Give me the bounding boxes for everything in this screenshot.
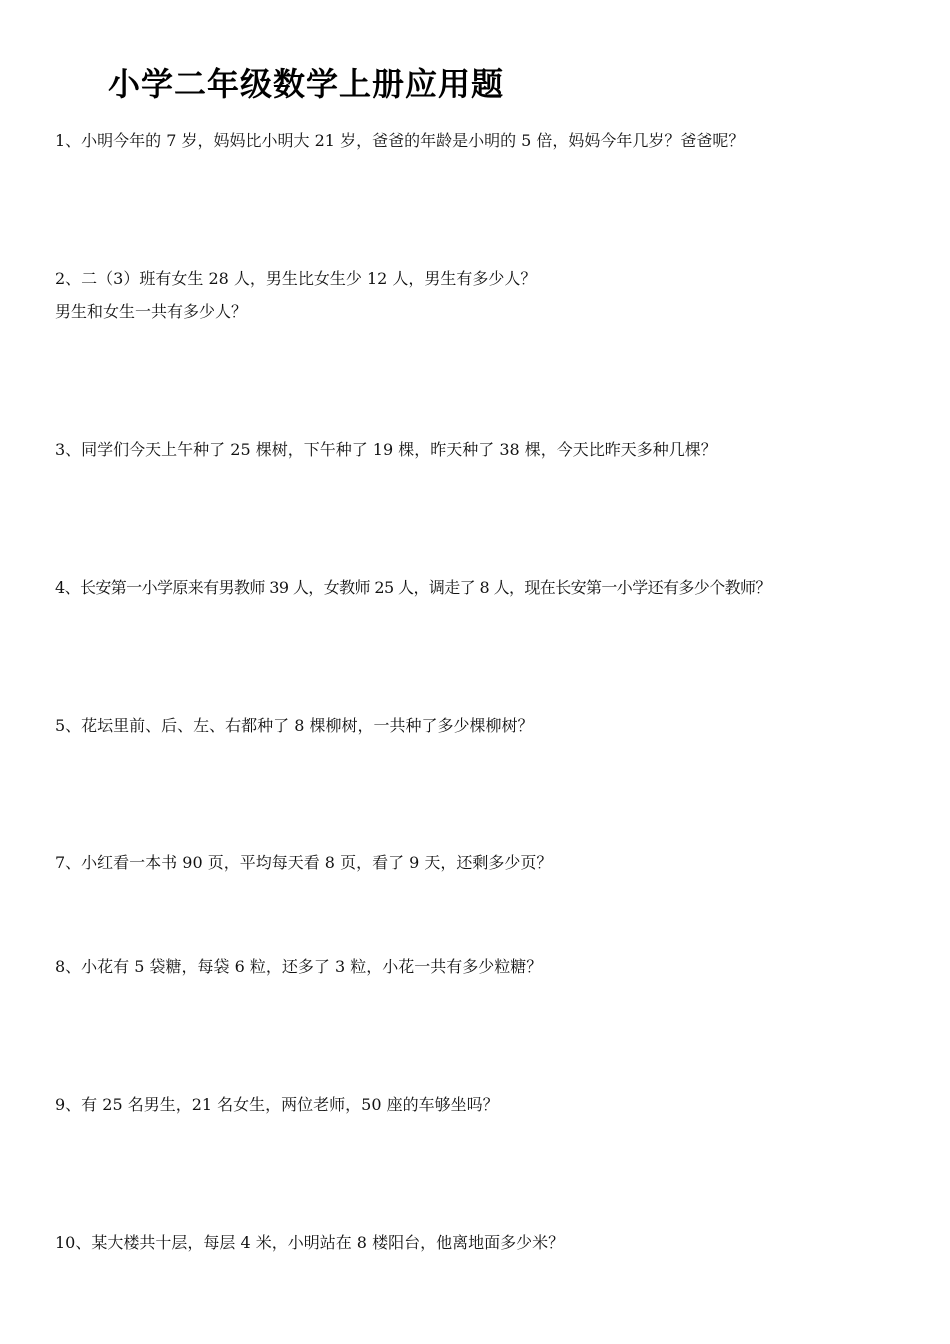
question-4 (55, 571, 771, 604)
question-8-text: 8、小花有 5 袋糖，每袋 6 粒，还多了 3 粒，小花一共有多少粒糖？ (55, 957, 543, 976)
question-3 (55, 433, 717, 466)
worksheet-title: 小学二年级数学上册应用题 (108, 65, 505, 103)
question-7 (55, 846, 552, 879)
question-3-text: 3、同学们今天上午种了 25 棵树，下午种了 19 棵，昨天种了 38 棵，今天比昨天多种几棵？ (55, 440, 717, 459)
question-4-text: 4、长安第一小学原来有男教师 39 人，女教师 25 人，调走了 8 人，现在长安第一小学还有多少个教师？ (55, 578, 771, 597)
question-1-text: 1、小明今年的 7 岁，妈妈比小明大 21 岁，爸爸的年龄是小明的 5 倍，妈妈今年几岁？爸爸呢？ (55, 131, 745, 150)
question-2 (55, 262, 536, 328)
question-9-text: 9、有 25 名男生，21 名女生，两位老师，50 座的车够坐吗？ (55, 1095, 499, 1114)
question-10-text: 10、某大楼共十层，每层 4 米，小明站在 8 楼阳台，他离地面多少米？ (55, 1233, 565, 1252)
question-8 (55, 950, 542, 983)
question-5 (55, 709, 534, 742)
question-2-text-line-2: 男生和女生一共有多少人？ (55, 302, 248, 321)
question-7-text: 7、小红看一本书 90 页，平均每天看 8 页，看了 9 天，还剩多少页？ (55, 853, 553, 872)
question-10 (55, 1226, 564, 1259)
question-9 (55, 1088, 499, 1121)
question-2-text-line-1: 2、二（3）班有女生 28 人，男生比女生少 12 人，男生有多少人？ (55, 269, 537, 288)
question-1 (55, 124, 744, 157)
question-5-text: 5、花坛里前、后、左、右都种了 8 棵柳树，一共种了多少棵柳树？ (55, 716, 534, 735)
